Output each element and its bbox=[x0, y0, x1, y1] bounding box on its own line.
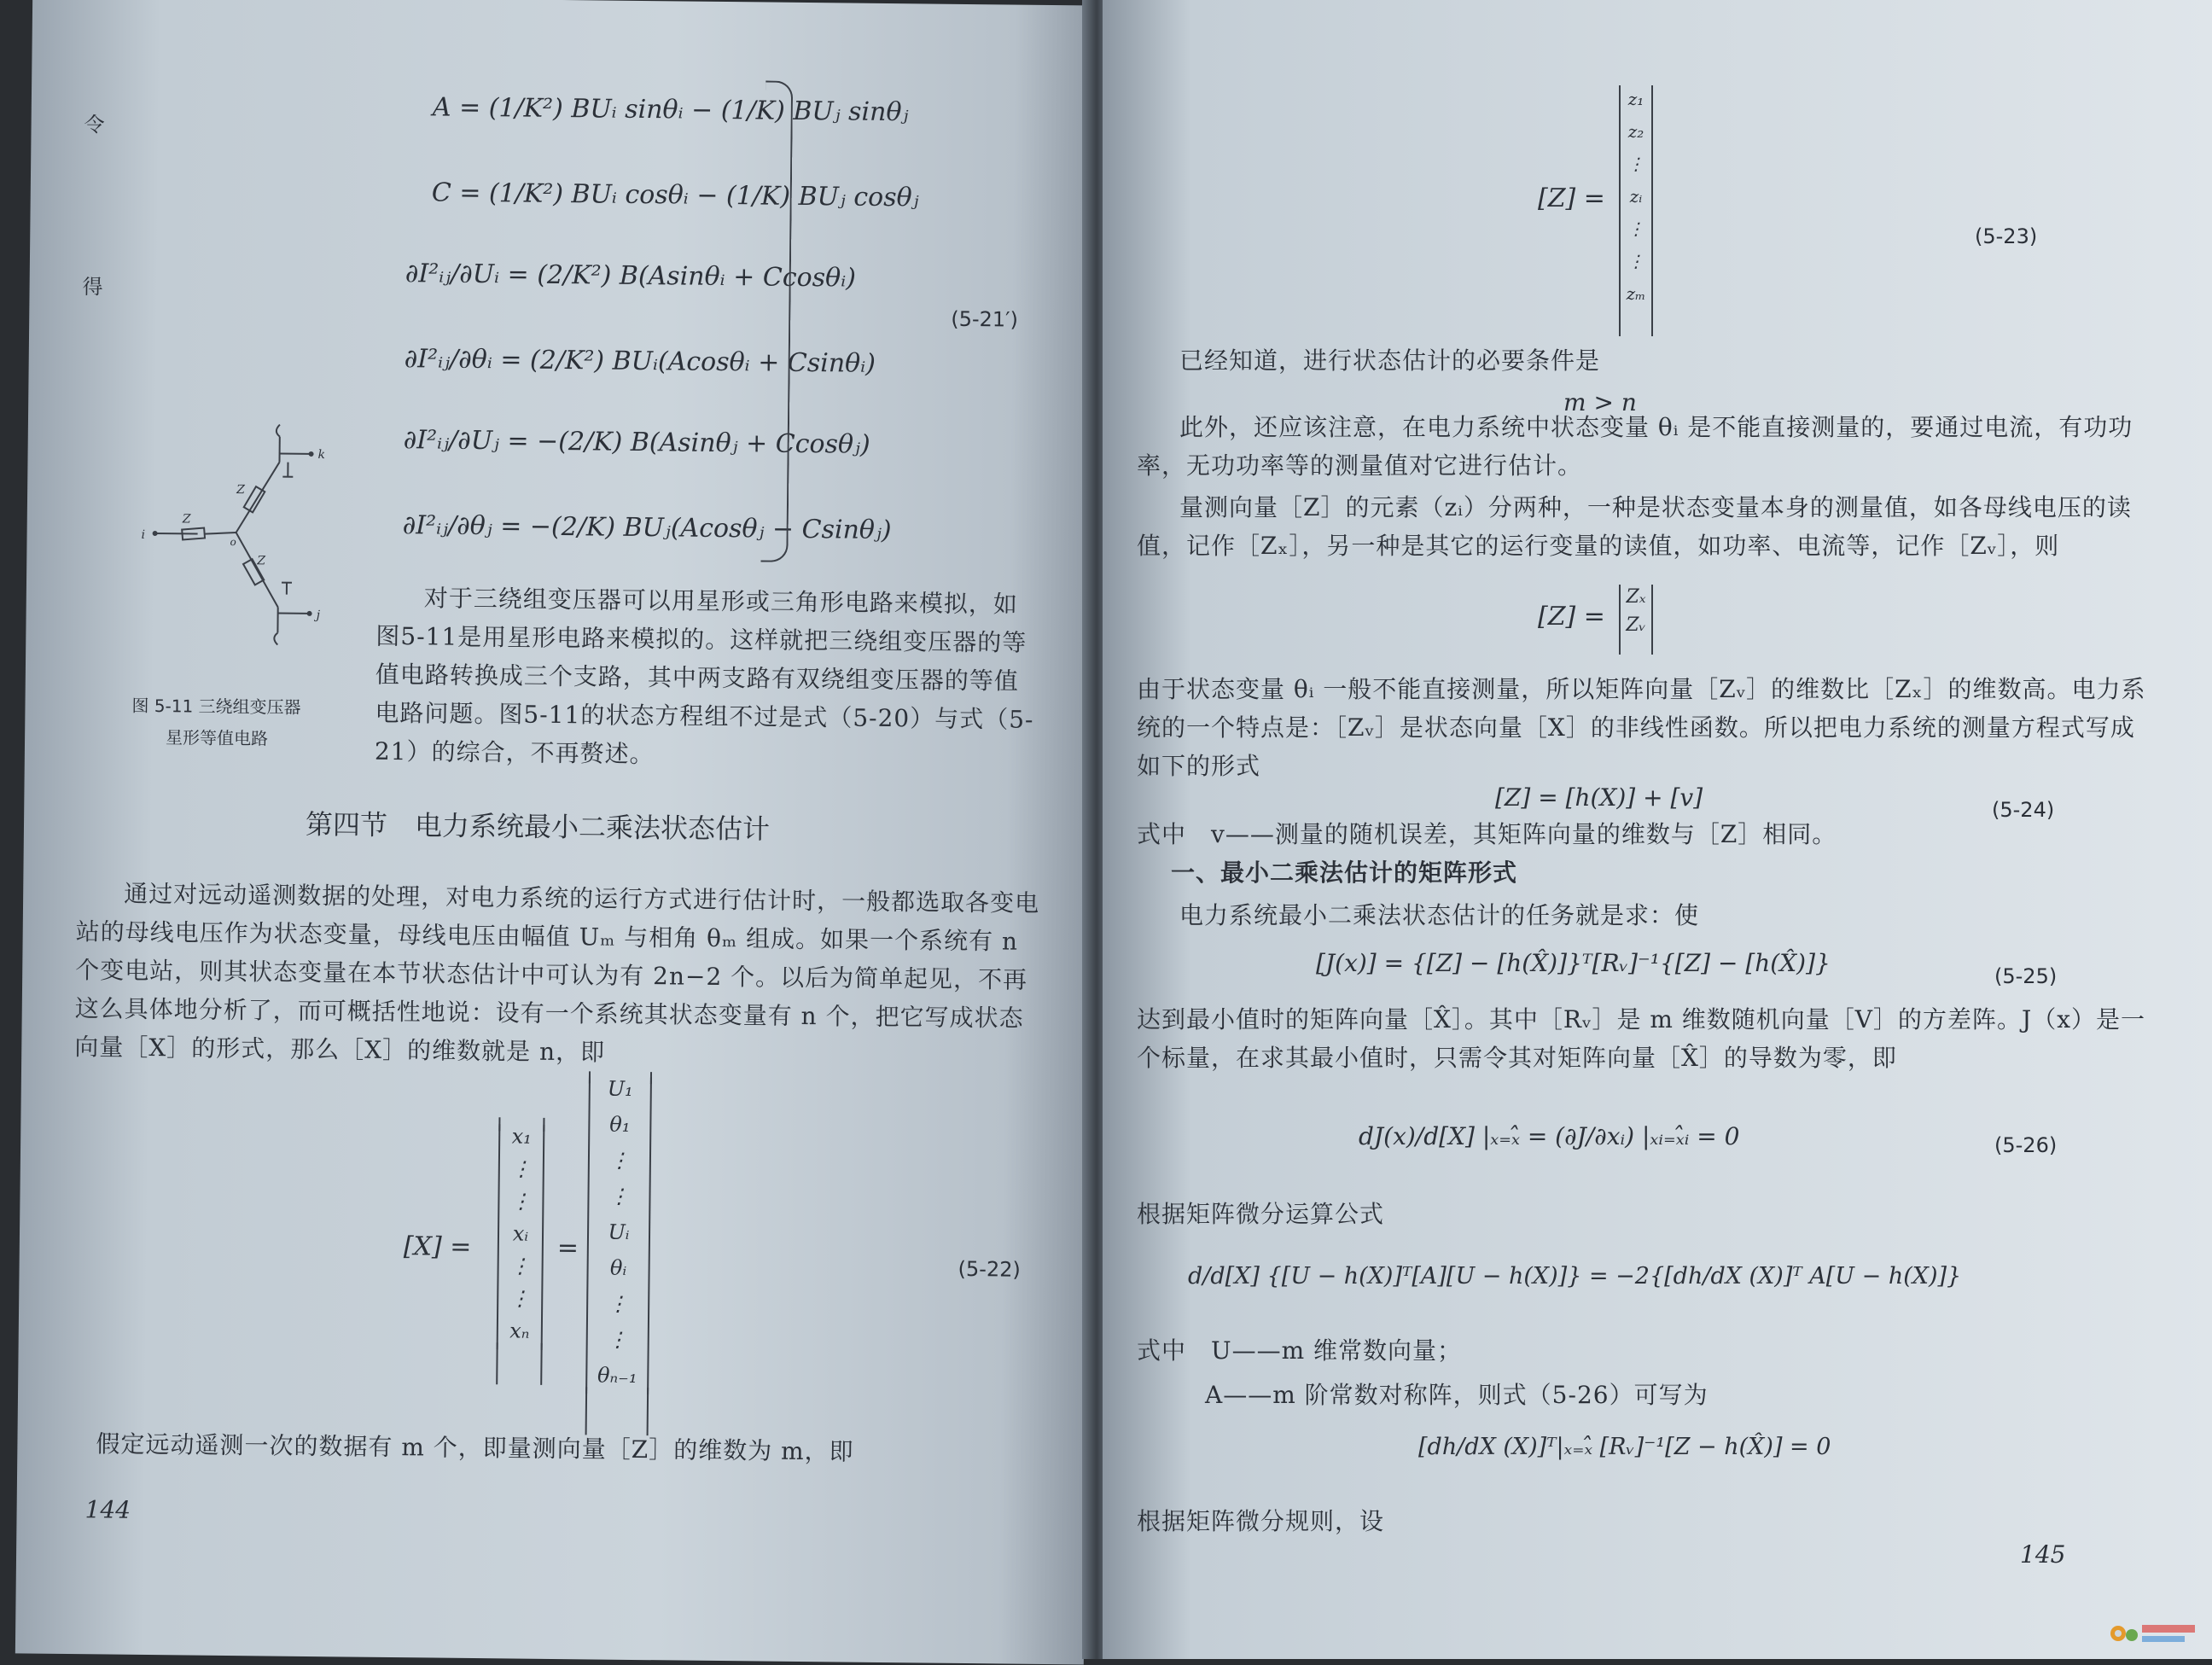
equation-label-5-26: (5-26) bbox=[1994, 1133, 2057, 1158]
paragraph-nonlinear-function: 由于状态变量 θᵢ 一般不能直接测量，所以矩阵向量［Zᵥ］的维数比［Zₓ］的维数高。电力系统的一个特点是：［Zᵥ］是状态向量［X］的非线性函数。所以把电力系统的测量方程式写成如下的形式 bbox=[1137, 670, 2152, 785]
where-u-vector: 式中 U——m 维常数向量； bbox=[1137, 1331, 2152, 1370]
condition-m-gt-n: m > n bbox=[1563, 388, 1637, 417]
where-random-error: 式中 v——测量的随机误差，其矩阵向量的维数与［Z］相同。 bbox=[1137, 815, 2152, 853]
matrix-x-cell: ⋮ bbox=[498, 1286, 541, 1311]
matrix-u-cell: U₁ bbox=[591, 1076, 650, 1101]
matrix-z-cell: zᵢ bbox=[1621, 186, 1651, 207]
matrix-x-cell: xᵢ bbox=[499, 1221, 542, 1246]
label-zj: Z bbox=[256, 554, 265, 568]
paragraph-task: 电力系统最小二乘法状态估计的任务就是求：使 bbox=[1179, 896, 2118, 934]
paragraph-theta-not-measurable: 此外，还应该注意，在电力系统中状态变量 θᵢ 是不能直接测量的，要通过电流，有功功率，无功功率等的测量值对它进行估计。 bbox=[1137, 408, 2152, 485]
matrix-u-cell: ⋮ bbox=[588, 1327, 648, 1352]
figure-caption-line2: 星形等值电路 bbox=[166, 723, 268, 753]
right-page bbox=[1103, 0, 2212, 1659]
equation-a: A = (1/K²) BUᵢ sinθᵢ − (1/K) BUⱼ sinθⱼ bbox=[433, 92, 909, 128]
paragraph-state-variables: 通过对远动遥测数据的处理，对电力系统的运行方式进行估计时，一般都选取各变电站的母线电压作为状态变量，母线电压由幅值 Uₘ 与相角 θₘ 组成。如果一个系统有 n 个变电站，则其状态变量在本节状态估计中可认为有 2n−2 个。以后为简单起见，不再这么具体地分析了，而可概括性地说：设有一个系统其状态变量有 n 个，把它写成状态向量［X］的形式，那么［X］的维数就是 n，即 bbox=[74, 874, 1040, 1076]
matrix-z-cell: z₁ bbox=[1621, 89, 1651, 109]
label-zk: Z bbox=[236, 483, 245, 497]
equation-group-5-21 bbox=[32, 0, 1101, 6]
matrix-z bbox=[1619, 85, 1653, 336]
label-zi: Z bbox=[182, 512, 191, 526]
equation-di-dthetai: ∂I²ᵢⱼ/∂θᵢ = (2/K²) BUᵢ(Acosθᵢ + Csinθᵢ) bbox=[405, 344, 876, 380]
paragraph-differentiation-rule: 根据矩阵微分规则，设 bbox=[1137, 1502, 2152, 1540]
equation-5-24: [Z] = [h(X)] + [v] bbox=[1495, 783, 1703, 812]
paragraph-three-winding: 对于三绕组变压器可以用星形或三角形电路来模拟，如图5-11是用星形电路来模拟的。这样就把三绕组变压器的等值电路转换成三个支路，其中两支路有双绕组变压器的等值电路问题。图5-11的状态方程组不过是式（5-20）与式（5-21）的综合，不再赘述。 bbox=[375, 579, 1042, 777]
where-a-matrix: A——m 阶常数对称阵，则式（5-26）可写为 bbox=[1205, 1376, 2144, 1414]
matrix-z-cell: ⋮ bbox=[1621, 154, 1651, 174]
equation-5-22-lhs: [X] = bbox=[404, 1231, 472, 1263]
paragraph-necessary-condition: 已经知道，进行状态估计的必要条件是 bbox=[1179, 341, 2118, 380]
equation-di-dthetaj: ∂I²ᵢⱼ/∂θⱼ = −(2/K) BUⱼ(Acosθⱼ − Csinθⱼ) bbox=[403, 510, 892, 546]
matrix-u-cell: Uᵢ bbox=[589, 1220, 649, 1244]
equation-z-lhs: [Z] = bbox=[1538, 602, 1605, 632]
side-char-de: 得 bbox=[82, 275, 102, 300]
left-page bbox=[15, 0, 1101, 1665]
equation-label-5-24: (5-24) bbox=[1992, 798, 2054, 823]
equation-label-5-25: (5-25) bbox=[1994, 964, 2057, 989]
paragraph-measurement-types: 量测向量［Z］的元素（zᵢ）分两种，一种是状态变量本身的测量值，如各母线电压的读值，记作［Zₓ］，另一种是其它的运行变量的读值，如功率、电流等，记作［Zᵥ］，则 bbox=[1137, 488, 2152, 565]
equation-brace bbox=[760, 80, 793, 562]
matrix-u-cell: ⋮ bbox=[590, 1148, 649, 1173]
matrix-u-theta bbox=[585, 1071, 652, 1435]
equation-5-23-lhs: [Z] = bbox=[1538, 183, 1605, 214]
equation-label-5-23: (5-23) bbox=[1975, 224, 2037, 249]
equation-5-22-equals: = bbox=[557, 1233, 579, 1264]
matrix-x-cell: ⋮ bbox=[498, 1254, 541, 1278]
gkong-watermark-logo bbox=[2106, 1618, 2200, 1649]
side-char-ling: 令 bbox=[84, 113, 104, 137]
matrix-x-cell: x₁ bbox=[500, 1124, 543, 1149]
matrix-u-cell: θᵢ bbox=[588, 1255, 648, 1280]
section-title: 第四节 电力系统最小二乘法状态估计 bbox=[306, 808, 770, 846]
figure-5-11-circuit bbox=[128, 414, 370, 655]
matrix-z-split bbox=[1619, 585, 1653, 655]
equation-label-5-22: (5-22) bbox=[958, 1257, 1021, 1283]
page-number-left: 144 bbox=[84, 1495, 131, 1524]
matrix-u-cell: ⋮ bbox=[589, 1184, 649, 1208]
matrix-z-cell: zₘ bbox=[1621, 283, 1651, 304]
label-j: j bbox=[314, 608, 321, 622]
matrix-z-cell: z₂ bbox=[1621, 121, 1651, 142]
matrix-u-cell: θ₁ bbox=[590, 1112, 649, 1137]
page-number-right: 145 bbox=[2020, 1540, 2065, 1569]
equation-5-25: [J(x)] = {[Z] − [h(X̂)]}ᵀ[Rᵥ]⁻¹{[Z] − [h(X̂)]} bbox=[1316, 949, 1831, 978]
paragraph-measurement-dimension: 假定远动遥测一次的数据有 m 个，即量测向量［Z］的维数为 m，即 bbox=[96, 1424, 1034, 1473]
label-o: o bbox=[230, 536, 236, 548]
matrix-x-cell: ⋮ bbox=[499, 1189, 542, 1214]
matrix-u-cell: θₙ₋₁ bbox=[587, 1363, 647, 1388]
equation-c: C = (1/K²) BUᵢ cosθᵢ − (1/K) BUⱼ cosθⱼ bbox=[432, 178, 919, 213]
matrix-z-cell: ⋮ bbox=[1621, 251, 1651, 271]
paragraph-matrix-derivative: 根据矩阵微分运算公式 bbox=[1137, 1195, 2152, 1233]
equation-di-dui: ∂I²ᵢⱼ/∂Uᵢ = (2/K²) B(Asinθᵢ + Ccosθᵢ) bbox=[405, 259, 856, 294]
equation-di-duj: ∂I²ᵢⱼ/∂Uⱼ = −(2/K) B(Asinθⱼ + Ccosθⱼ) bbox=[404, 425, 870, 461]
equation-5-26b: [dh/dX (X)]ᵀ|ₓ₌ₓ̂ [Rᵥ]⁻¹[Z − h(X̂)] = 0 bbox=[1418, 1434, 1831, 1461]
paragraph-minimum: 达到最小值时的矩阵向量［X̂］。其中［Rᵥ］是 m 维数随机向量［V］的方差阵。J（x）是一个标量，在求其最小值时，只需令其对矩阵向量［X̂］的导数为零，即 bbox=[1137, 1000, 2152, 1077]
matrix-x-cell: ⋮ bbox=[500, 1156, 543, 1181]
equation-label-5-21: (5-21′) bbox=[951, 307, 1018, 333]
matrix-x bbox=[496, 1117, 544, 1385]
equation-derivative-formula: d/d[X] {[U − h(X)]ᵀ[A][U − h(X)]} = −2{[dh/dX (X)]ᵀ A[U − h(X)]} bbox=[1188, 1263, 1961, 1290]
label-i: i bbox=[142, 528, 146, 542]
matrix-u-cell: ⋮ bbox=[588, 1291, 648, 1316]
equation-5-26: dJ(x)/d[X] |ₓ₌ₓ̂ = (∂J/∂xᵢ) |ₓᵢ₌ₓ̂ᵢ = 0 bbox=[1359, 1122, 1739, 1151]
matrix-z-cell: ⋮ bbox=[1621, 218, 1651, 239]
subheading-matrix-form: 一、最小二乘法估计的矩阵形式 bbox=[1171, 853, 2110, 892]
matrix-z-split-cell: Zᵥ bbox=[1621, 614, 1651, 636]
figure-caption-line1: 图 5-11 三绕组变压器 bbox=[131, 691, 300, 722]
matrix-x-cell: xₙ bbox=[498, 1319, 541, 1343]
label-k: k bbox=[317, 448, 325, 462]
matrix-z-split-cell: Zₓ bbox=[1621, 586, 1651, 608]
